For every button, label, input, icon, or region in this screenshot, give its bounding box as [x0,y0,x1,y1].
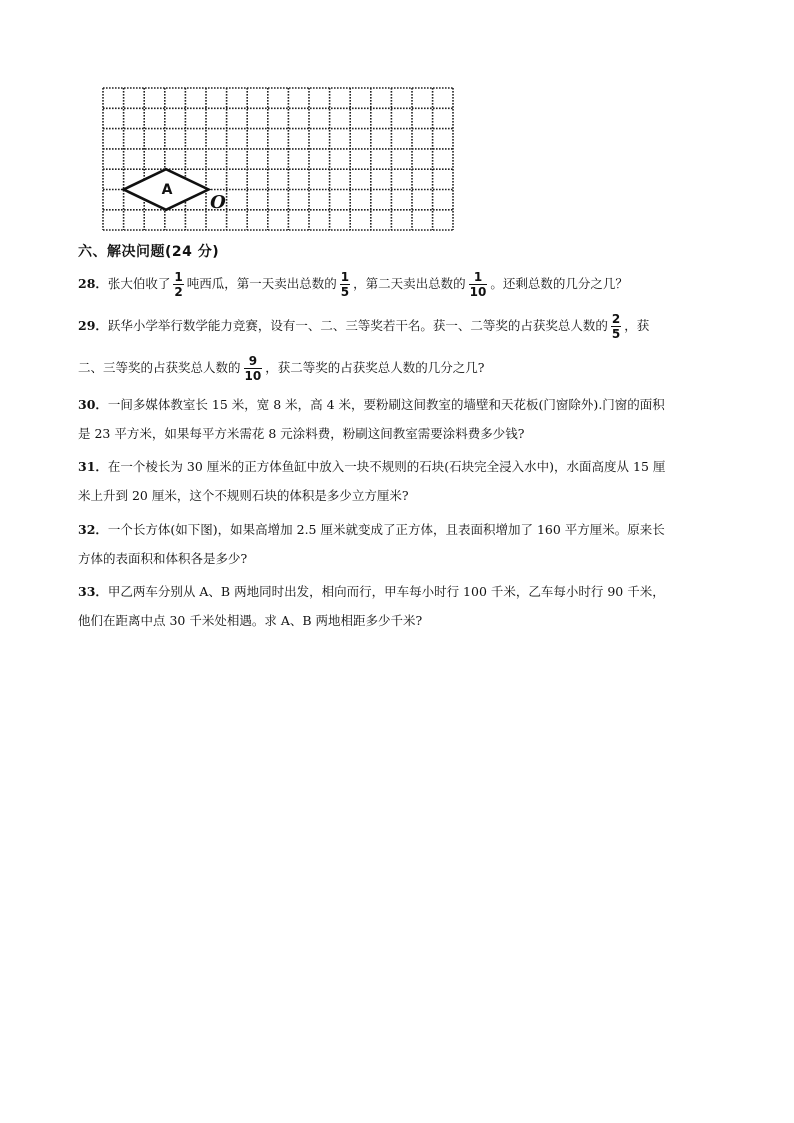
question-text: ，获二等奖的占获奖总人数的几分之几? [265,360,485,375]
question-32 [78,515,738,544]
question-number: 28． [78,276,108,291]
shape-label-a: A [161,182,173,198]
question-text: 吨西瓜，第一天卖出总数的 [186,276,337,291]
question-number: 29． [78,318,108,333]
question-33 [78,577,738,606]
question-30 [78,390,738,419]
question-number: 31． [78,459,108,474]
question-29 [78,311,738,341]
question-33-line-2 [78,606,738,635]
fraction-numerator: 2 [611,312,621,326]
question-text: 张大伯收了 [107,276,171,291]
question-text: 。还剩总数的几分之几？ [490,276,628,291]
fraction [340,270,350,299]
fraction-denominator: 5 [611,327,621,341]
question-text: 方体的表面积和体积各是多少? [78,551,248,566]
question-text: 在一个棱长为 30 厘米的正方体鱼缸中放入一块不规则的石块(石块完全浸入水中)，水面高度从 15 厘 [107,459,666,474]
question-28 [78,269,738,299]
fraction [611,312,621,341]
fraction-denominator: 2 [174,285,183,299]
grid-figure [101,86,455,232]
fraction-denominator: 10 [244,369,262,383]
question-number: 32． [78,522,108,537]
question-30-line-2 [78,419,738,448]
fraction-numerator: 9 [244,354,263,369]
fraction-numerator: 1 [340,270,350,284]
question-number: 30． [78,397,108,412]
question-text: 甲乙两车分别从 A、B 两地同时出发，相向而行，甲车每小时行 100 千米，乙车每小时行 90 千米， [107,584,665,599]
question-text: ，获 [624,318,650,333]
fraction-numerator: 1 [174,270,183,284]
question-text: 跃华小学举行数学能力竞赛，设有一、二、三等奖若干名。获一、二等奖的占获奖总人数的 [107,318,608,333]
fraction [244,354,263,383]
dotted-grid-lines [103,88,453,230]
question-32-line-2 [78,544,738,573]
fraction [173,270,183,299]
question-29-line-2 [78,353,738,383]
question-text: 是 23 平方米，如果每平方米需花 8 元涂料费，粉刷这间教室需要涂料费多少钱? [78,426,525,441]
fraction-numerator: 1 [469,270,488,285]
fraction [469,270,488,299]
question-text: 一间多媒体教室长 15 米，宽 8 米，高 4 米，要粉刷这间教室的墙壁和天花板(门窗除外).门窗的面积 [107,397,665,412]
question-31-line-2 [78,481,738,510]
fraction-denominator: 10 [469,285,487,299]
fraction-denominator: 5 [340,285,350,299]
question-text: 米上升到 20 厘米，这个不规则石块的体积是多少立方厘米? [78,488,409,503]
question-text: 他们在距离中点 30 千米处相遇。求 A、B 两地相距多少千米? [78,613,423,628]
question-text: 二、三等奖的占获奖总人数的 [78,360,241,375]
question-31 [78,452,738,481]
question-number: 33． [78,584,108,599]
question-text: ，第二天卖出总数的 [353,276,466,291]
point-label-o: O [210,192,226,213]
question-text: 一个长方体(如下图)，如果高增加 2.5 厘米就变成了正方体，且表面积增加了 160 平方厘米。原来长 [107,522,665,537]
section-title: 六、解决问题(24 分) [78,244,220,260]
